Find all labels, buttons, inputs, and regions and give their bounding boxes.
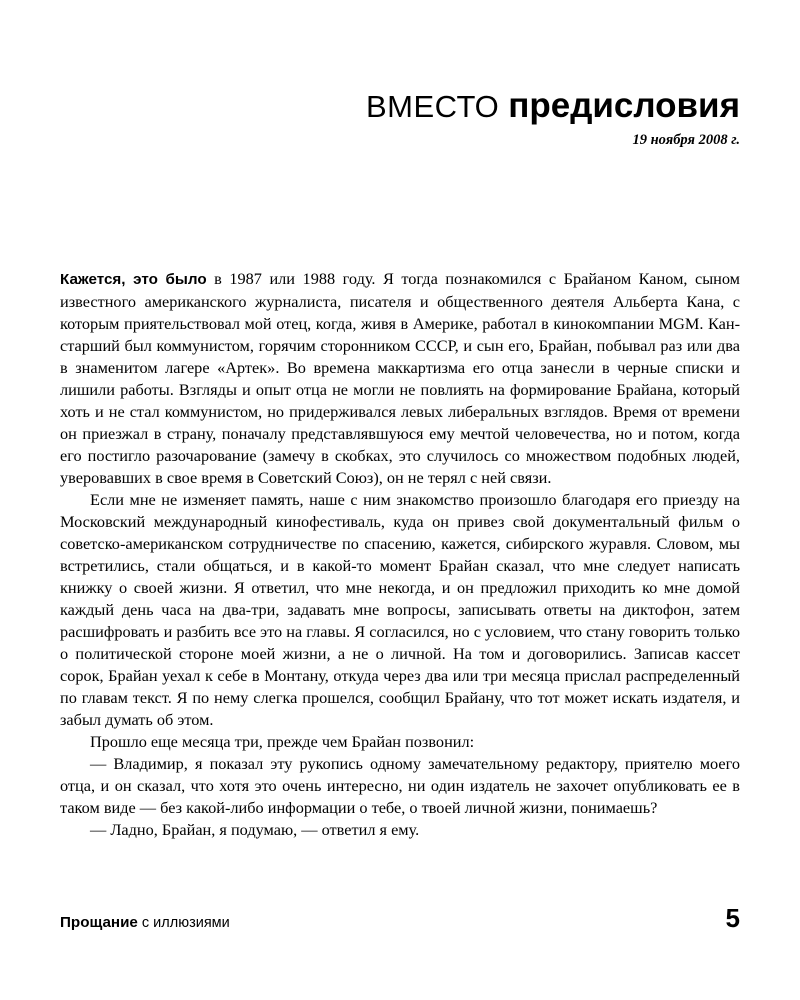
paragraph-1 <box>60 268 740 489</box>
page-header <box>60 88 740 149</box>
page-title-main: предисловия <box>508 86 740 125</box>
paragraph-5: — Ладно, Брайан, я подумаю, — ответил я ему. <box>90 820 420 839</box>
page-footer <box>60 903 740 934</box>
page-body <box>60 268 740 841</box>
paragraph-2: Если мне не изменяет память, наше с ним знакомство произошло благодаря его приезду на Московский международный кинофестиваль, куда он привез свой документальный фильм о советско-американском сотрудничестве по спасению, кажется, сибирского журавля. Словом, мы встретились, стали общаться, и в какой-то момент Брайан сказал, что мне следует написать книжку о своей жизни. Я ответил, что мне некогда, и он предложил приходить ко мне домой каждый день часа на два-три, задавать мне вопросы, записывать ответы на диктофон, затем расшифровать и разбить все это на главы. Я согласился, но с условием, что стану говорить только о политической стороне моей жизни, а не о личной. На том и договорились. Записав кассет сорок, Брайан уехал к себе в Монтану, откуда через два или три месяца прислал распределенный по главам текст. Я по нему слегка прошелся, сообщил Брайану, что тот может искать издателя, и забыл думать об этом. <box>60 490 740 729</box>
page-number: 5 <box>725 903 740 933</box>
paragraph-4: — Владимир, я показал эту рукопись одному замечательному редактору, приятелю моего отца, и он сказал, что хотя это очень интересно, ни один издатель не захочет опубликовать ее в таком виде — без какой-либо информации о тебе, о твоей личной жизни, понимаешь? <box>60 754 740 817</box>
page-title <box>60 88 740 123</box>
running-title-bold: Прощание <box>60 914 138 931</box>
page-subtitle-date: 19 ноября 2008 г. <box>632 132 740 148</box>
running-title <box>60 914 230 932</box>
page-title-prefix: ВМЕСТО <box>366 89 500 124</box>
paragraph-3: Прошло еще месяца три, прежде чем Брайан позвонил: <box>90 732 475 751</box>
paragraph-lead-in: Кажется, это было <box>60 271 207 288</box>
paragraph-1-text: в 1987 или 1988 году. Я тогда познакомился с Брайаном Каном, сыном известного американского журналиста, писателя и общественного деятеля Альберта Кана, с которым приятельствовал мой отец, когда, живя в Америке, работал в кинокомпании MGM. Кан-старший был коммунистом, горячим сторонником СССР, и сын его, Брайан, побывал раз или два в знаменитом лагере «Артек». Во времена маккартизма его отца занесли в черные списки и лишили работы. Взгляды и опыт отца не могли не повлиять на формирование Брайана, который хоть и не стал коммунистом, но придерживался левых либеральных взглядов. Время от времени он приезжал в страну, поначалу представлявшуюся ему мечтой человечества, но и потом, когда его постигло разочарование (замечу в скобках, это случилось со множеством подобных людей, уверовавших в свое время в Советский Союз), он не терял с ней связи. <box>60 269 740 487</box>
running-title-rest: с иллюзиями <box>137 915 230 931</box>
